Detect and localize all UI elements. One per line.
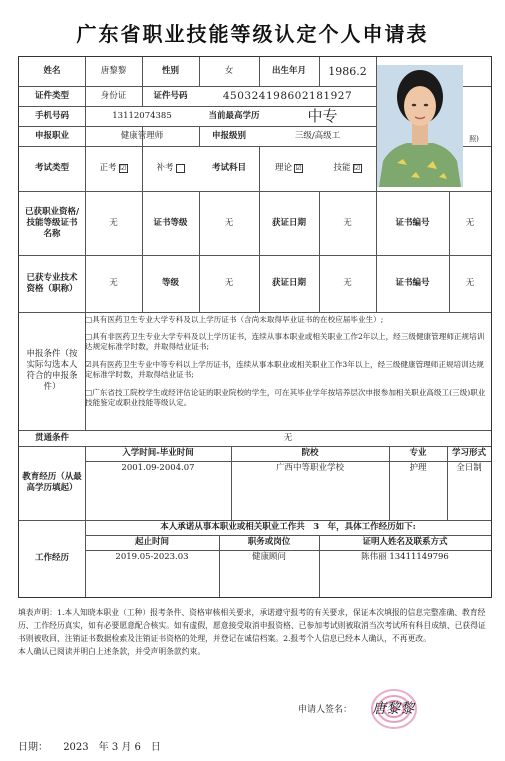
signature-label: 申请人签名：: [298, 705, 353, 715]
through-value: 无: [283, 432, 293, 443]
id-type-value: 身份证: [100, 90, 127, 101]
exam-theory: [259, 146, 319, 191]
phone-value: 13112074385: [112, 110, 172, 121]
portrait-image: [377, 65, 463, 187]
occupation-label: 申报职业: [34, 130, 69, 141]
exam-type-label: 考试类型: [34, 163, 69, 173]
exam-makeup-text: 补考: [156, 163, 174, 173]
declaration-text: 填表声明：1.本人知晓本职业（工种）报考条件、资格审核相关要求，承诺遵守报考的有关要求，保证本次填报的信息完整准确、教育经历、工作经历真实，如有必要愿意配合核实。如有虚假，愿意接受取消申报资格、已参加考试则被取消当次考试所有科目成绩、已获得证书则被收回、注销证书数据检索及注销证书资格的处理，并登记在诚信档案。2.报考个人信息已经本人确认，不再更改。: [18, 608, 486, 643]
exam-makeup: [142, 146, 199, 191]
id-no-label: 证件号码: [153, 90, 188, 101]
birth-label: 出生年月: [271, 66, 306, 76]
prior-cert-date-label: 获证日期: [271, 217, 306, 228]
gender-value: 女: [224, 66, 234, 76]
id-no-value: 450324198602181927: [222, 89, 353, 102]
id-type-label: 证件类型: [34, 90, 69, 101]
prior-title-no: 无: [465, 278, 475, 288]
prior-title-label: 已获专业技术资格（职称）: [26, 272, 78, 294]
occupation-value: 健康管理师: [120, 130, 164, 141]
prior-title-date-label: 获证日期: [271, 278, 306, 288]
exam-theory-text: 理论: [274, 163, 292, 173]
through-label: 贯通条件: [34, 432, 69, 443]
exam-regular-text: 正考: [99, 163, 117, 173]
prior-cert-no: 无: [465, 217, 475, 228]
edu-row-school: 广西中等职业学校: [275, 463, 344, 473]
prior-title-level-label: 等级: [161, 278, 179, 288]
application-form: [18, 56, 492, 598]
prior-cert-name: 无: [109, 217, 118, 228]
work-header-witness: 证明人姓名及联系方式: [362, 537, 448, 547]
prior-title-date: 无: [343, 278, 352, 288]
work-history-label: 工作经历: [34, 553, 69, 563]
edu-header-period: 入学时间-毕业时间: [122, 448, 194, 458]
edu-header-major: 专业: [409, 448, 427, 458]
exam-regular-checkbox[interactable]: ☑: [119, 164, 127, 172]
level-label: 申报级别: [211, 130, 246, 141]
prior-cert-level: 无: [224, 217, 234, 228]
prior-cert-date: 无: [343, 217, 352, 228]
education-value: 中专: [307, 106, 338, 125]
work-row-witness: 陈伟丽 13411149796: [361, 552, 449, 562]
birth-value: 1986.2: [328, 65, 367, 78]
photo-side-text: 照): [469, 134, 479, 143]
declaration: [18, 606, 488, 658]
sign-date: [18, 738, 161, 753]
conditions-label: 申报条件（按实际勾选本人符合的申报条件）: [26, 349, 78, 392]
condition-2[interactable]: □具有非医药卫生专业大学专科及以上学历证书，连续从事本职业或相关职业工作2年以上，经三级健康管理师正规培训达规定标准学时数，并取得结业证书;: [85, 332, 485, 351]
form-title: 广东省职业技能等级认定个人申请表: [76, 22, 429, 46]
edu-row-period: 2001.09-2004.07: [121, 463, 195, 473]
condition-1[interactable]: □具有医药卫生专业大学专科及以上学历证书（含尚未取得毕业证书的在校应届毕业生）;: [85, 315, 384, 324]
prior-title-no-label: 证书编号: [395, 278, 430, 288]
exam-regular: [85, 146, 142, 191]
gender-label: 性别: [161, 66, 179, 76]
level-value: 三级/高级工: [294, 130, 341, 141]
exam-makeup-checkbox[interactable]: [176, 164, 185, 173]
education-history-label: 教育经历（从最高学历填起）: [22, 472, 82, 493]
edu-header-school: 院校: [301, 448, 319, 458]
applicant-photo: [377, 65, 463, 187]
exam-skill: [319, 146, 376, 191]
exam-skill-text: 技能: [333, 163, 351, 173]
name-label: 姓名: [43, 66, 61, 76]
prior-cert-label: 已获职业资格/技能等级证书名称: [24, 206, 80, 239]
edu-row-mode: 全日制: [456, 463, 482, 473]
signature: 唐黎黎: [372, 701, 414, 717]
condition-4[interactable]: □广东省技工院校学生或经评估论证的职业院校的学生，可在其毕业学年按培养层次申报参加相关职业高级工(三级)职业技能鉴定或职业技能等级认定。: [85, 388, 486, 407]
exam-theory-checkbox[interactable]: ☑: [295, 164, 302, 172]
prior-cert-level-label: 证书等级: [153, 217, 188, 228]
name-value: 唐黎黎: [100, 66, 127, 76]
condition-3[interactable]: ☑具有医药卫生专业中等专科以上学历证书，连续从事本职业或相关职业工作3年以上，经三级健康管理师正规培训达规定标准学时数，并取得结业证书;: [85, 360, 484, 379]
exam-subject-label: 考试科目: [211, 163, 246, 173]
edu-header-mode: 学习形式: [451, 448, 486, 458]
edu-row-major: 护理: [409, 463, 427, 473]
work-row-post: 健康顾问: [251, 552, 286, 562]
education-label: 当前最高学历: [208, 110, 260, 121]
phone-label: 手机号码: [34, 110, 69, 121]
date-label: 日期：: [18, 742, 48, 753]
work-header-period: 起止时间: [134, 537, 169, 547]
work-pledge: 本人承诺从事本职业或相关职业工作共 3 年，具体工作经历如下:: [160, 522, 416, 532]
work-header-post: 职务或岗位: [247, 537, 291, 547]
prior-title-name: 无: [109, 278, 118, 288]
prior-cert-no-label: 证书编号: [395, 217, 430, 228]
prior-title-level: 无: [224, 278, 234, 288]
work-row-period: 2019.05-2023.03: [115, 552, 189, 562]
declaration-confirm: 本人确认已阅读并明白上述条款，并受声明条款约束。: [18, 647, 206, 656]
exam-skill-checkbox[interactable]: ☑: [353, 164, 361, 172]
date-value: 2023 年 3 月 6 日: [63, 742, 161, 753]
